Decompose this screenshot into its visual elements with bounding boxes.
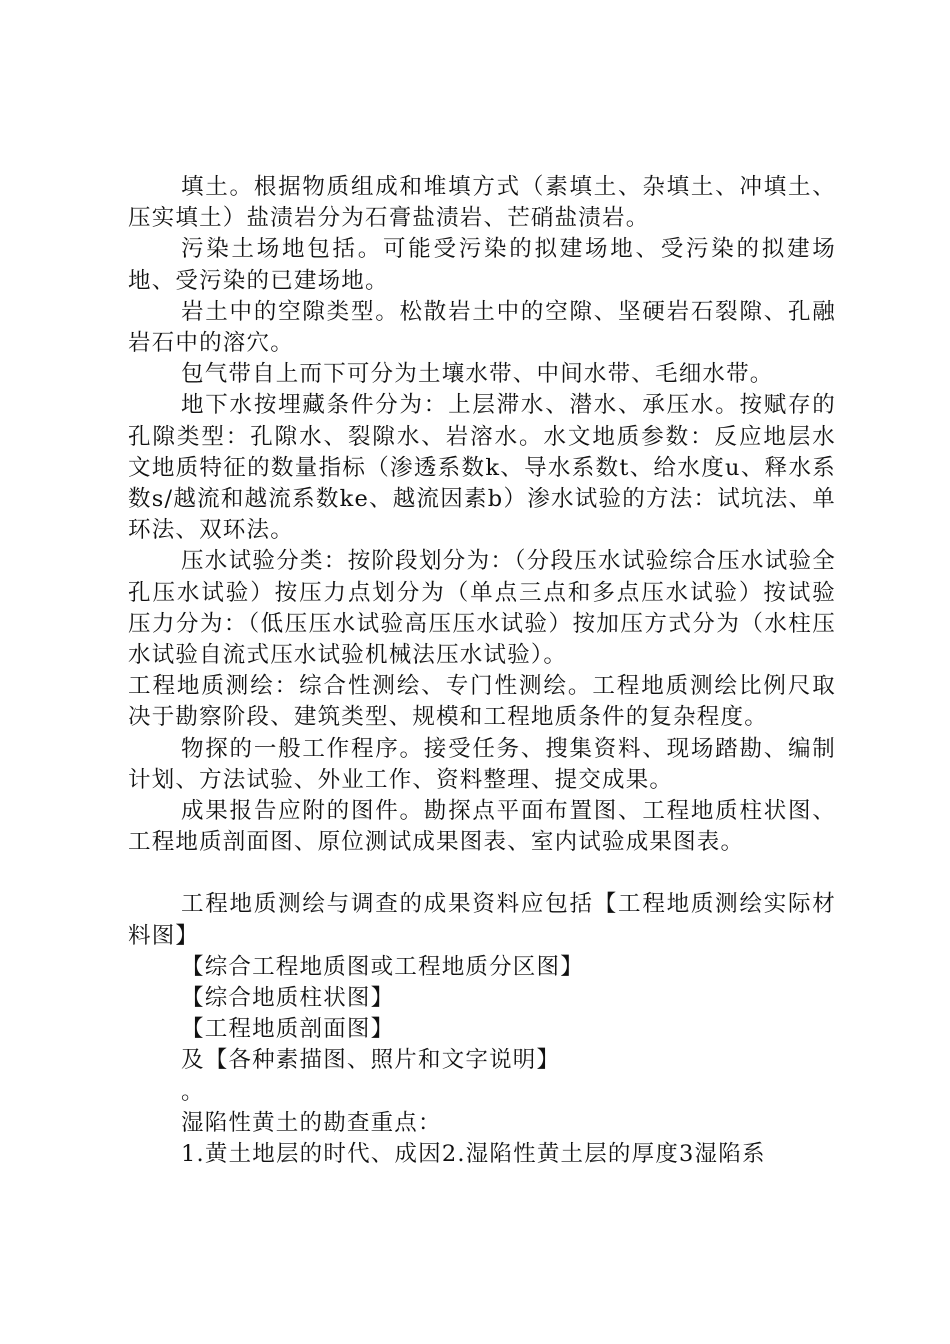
loess-line: 1.黄土地层的时代、成因2.湿陷性黄土层的厚度3湿陷系 [181, 1141, 766, 1168]
paragraph-fill-soil: 填土。根据物质组成和堆填方式（素填土、杂填土、冲填土、压实填土）盐渍岩分为石膏盐渍岩、芒硝盐渍岩。 [128, 174, 836, 232]
list-item: 及【各种素描图、照片和文字说明】 [181, 1047, 561, 1074]
paragraph-report-figures: 成果报告应附的图件。勘探点平面布置图、工程地质柱状图、工程地质剖面图、原位测试成果图表、室内试验成果图表。 [128, 798, 836, 856]
list-item: 【工程地质剖面图】 [181, 1016, 395, 1043]
paragraph-packer-test: 压水试验分类：按阶段划分为：（分段压水试验综合压水试验全孔压水试验）按压力点划分为（单点三点和多点压水试验）按试验压力分为：（低压压水试验高压压水试验）按加压方式分为（水柱压水试验自流式压水试验机械法压水试验）。 [128, 548, 836, 669]
paragraph-geophysics: 物探的一般工作程序。接受任务、搜集资料、现场踏勘、编制计划、方法试验、外业工作、资料整理、提交成果。 [128, 735, 836, 793]
body-text [128, 172, 836, 1170]
loess-heading: 湿陷性黄土的勘查重点： [181, 1109, 442, 1136]
paragraph-geological-mapping: 工程地质测绘：综合性测绘、专门性测绘。工程地质测绘比例尺取决于勘察阶段、建筑类型、规模和工程地质条件的复杂程度。 [128, 673, 836, 731]
paragraph-gap [128, 858, 836, 889]
deliverables-list [128, 952, 836, 1108]
list-item: 【综合工程地质图或工程地质分区图】 [181, 953, 584, 980]
list-item: 【综合地质柱状图】 [181, 985, 395, 1012]
deliverables-intro: 工程地质测绘与调查的成果资料应包括【工程地质测绘实际材料图】 [128, 891, 836, 949]
paragraph-polluted-site: 污染土场地包括。可能受污染的拟建场地、受污染的拟建场地、受污染的已建场地。 [128, 236, 836, 294]
paragraph-vadose-zone: 包气带自上而下可分为土壤水带、中间水带、毛细水带。 [181, 361, 774, 388]
list-item: 。 [181, 1078, 205, 1105]
paragraph-groundwater: 地下水按埋藏条件分为：上层滞水、潜水、承压水。按赋存的孔隙类型：孔隙水、裂隙水、岩溶水。水文地质参数：反应地层水文地质特征的数量指标（渗透系数k、导水系数t、给水度u、释水系数s/越流和越流系数ke、越流因素b）渗水试验的方法：试坑法、单环法、双环法。 [128, 392, 836, 544]
paragraph-pore-types: 岩土中的空隙类型。松散岩土中的空隙、坚硬岩石裂隙、孔融岩石中的溶穴。 [128, 298, 836, 357]
